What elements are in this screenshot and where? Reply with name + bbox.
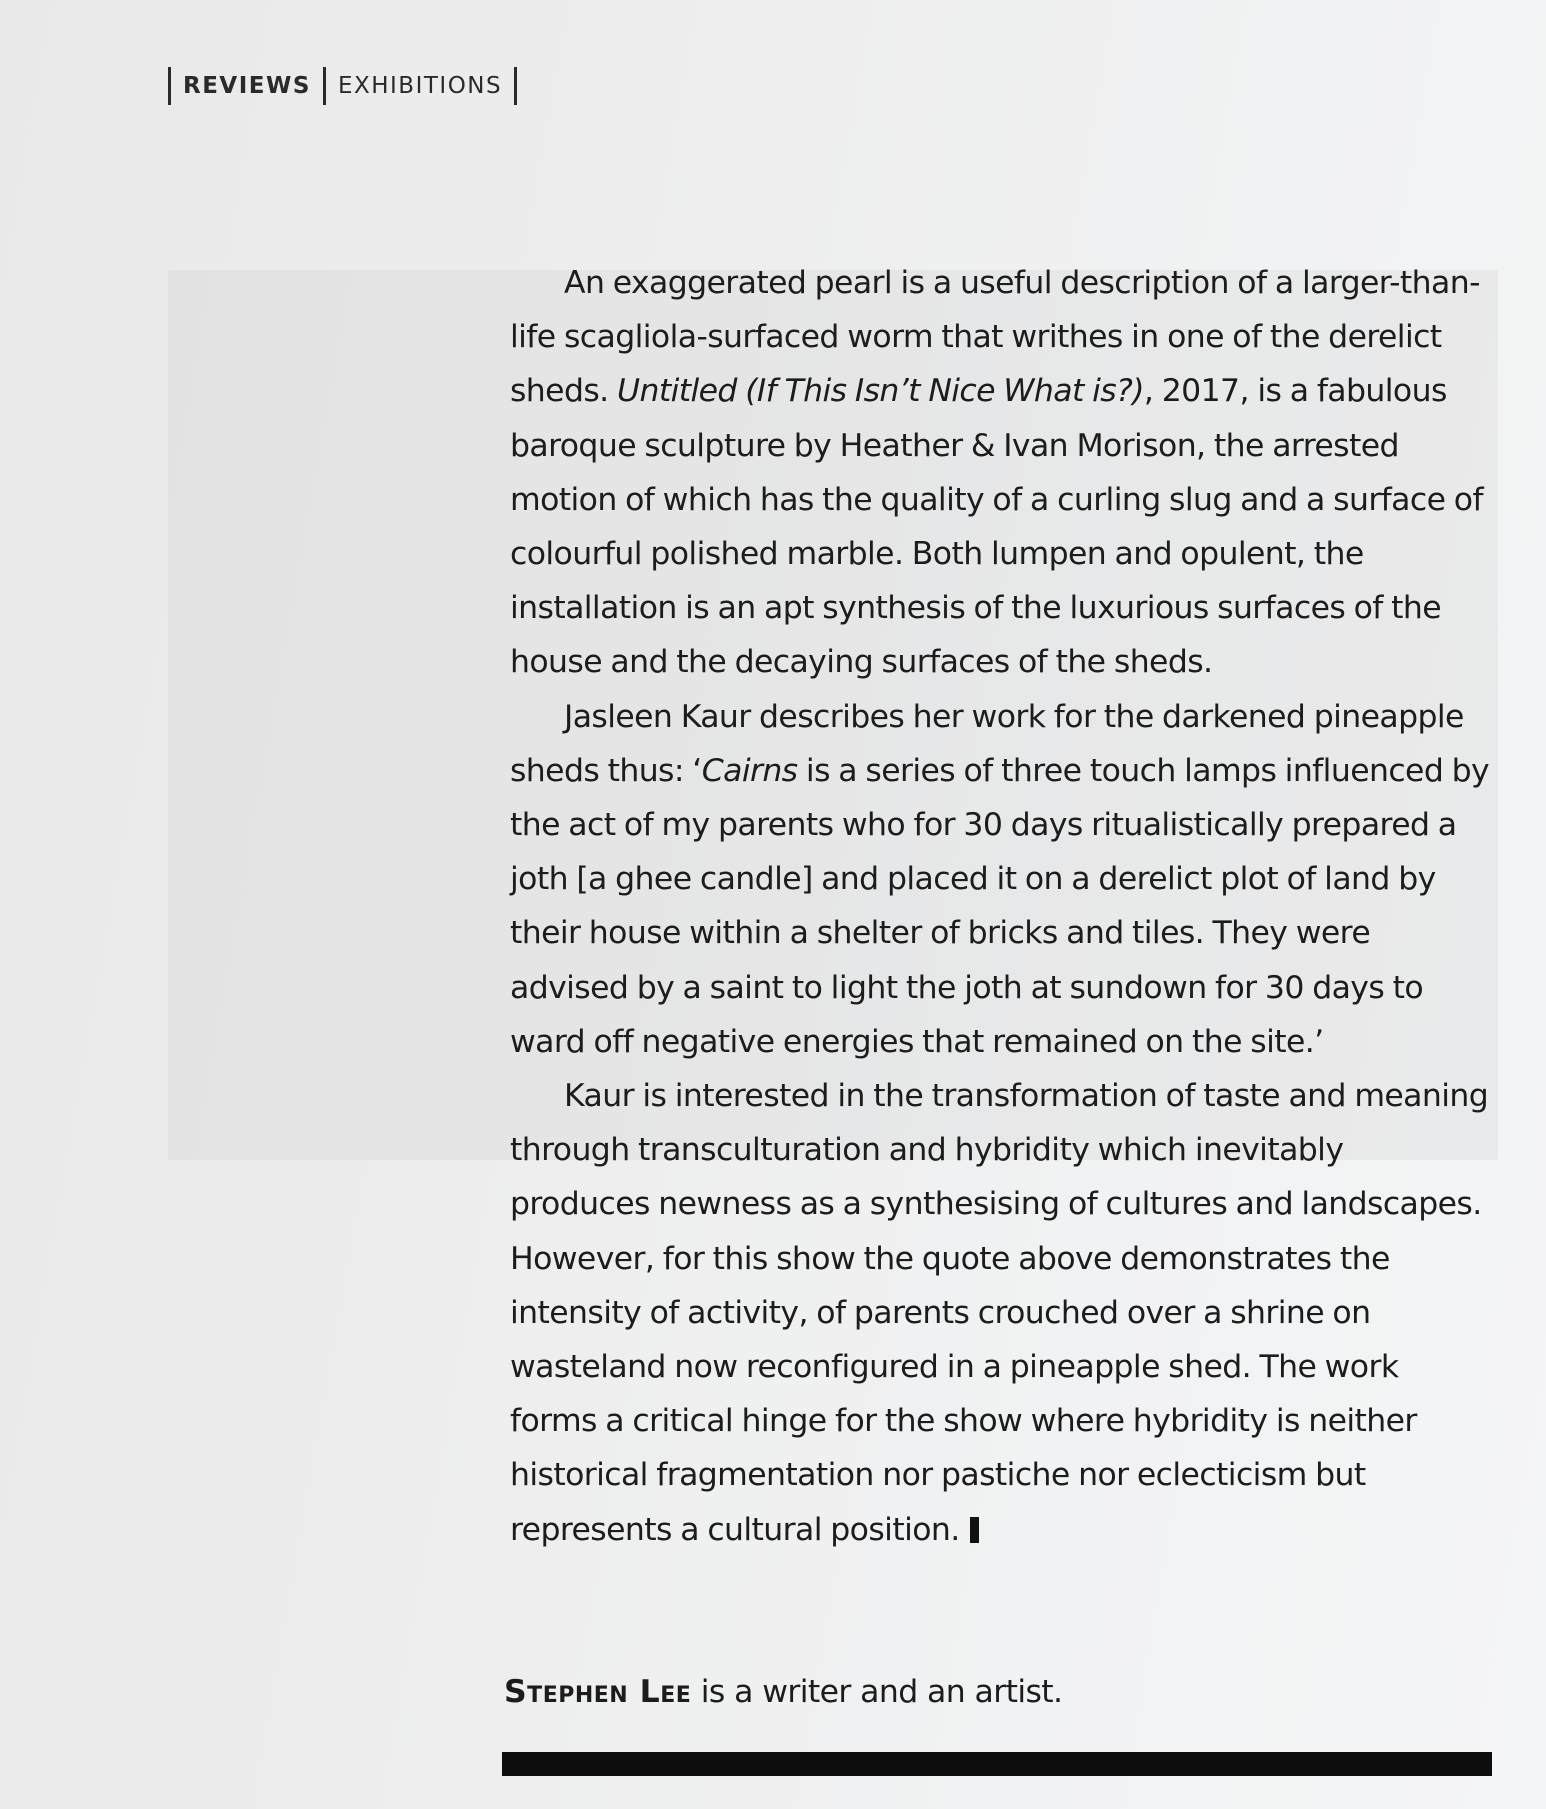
section-header (168, 66, 517, 106)
paragraph-2-text-cont: is a series of three touch lamps influenced by the act of my parents who for 30 days ritualistically prepared a joth [a ghee candle] and placed it on a derelict plot of land by their house within a shelter of bricks and tiles. They were advised by a saint to light the joth at sundown for 30 days to ward off negative energies that remained on the site.’ (510, 752, 1490, 1060)
paragraph-2-text: Jasleen Kaur describes her work for the darkened pineapple sheds thus: ‘ (510, 698, 1464, 789)
paragraph-2 (510, 690, 1490, 1069)
paragraph-3-text: Kaur is interested in the transformation of taste and meaning through transculturation and hybridity which inevitably produces newness as a synthesising of cultures and landscapes. However, for this show the quote above demonstrates the intensity of activity, of parents crouched over a shrine on wasteland now reconfigured in a pineapple shed. The work forms a critical hinge for the show where hybridity is neither historical fragmentation nor pastiche nor eclecticism but represents a cultural position. (510, 1078, 1489, 1548)
end-of-article-mark (970, 1517, 979, 1543)
paragraph-1 (510, 256, 1490, 690)
subsection-label: EXHIBITIONS (337, 73, 503, 99)
author-bio-text: is a writer and an artist. (691, 1674, 1063, 1710)
section-label: REVIEWS (183, 73, 311, 99)
artwork-title: Cairns (701, 752, 798, 789)
author-name: Stephen Lee (504, 1674, 692, 1710)
paragraph-3 (510, 1069, 1490, 1557)
article-body (510, 256, 1490, 1557)
paragraph-1-text-cont: , 2017, is a fabulous baroque sculpture by Heather & Ivan Morison, the arrested motion of which has the quality of a curling slug and a surface of colourful polished marble. Both lumpen and opulent, the installation is an apt synthesis of the luxurious surfaces of the house and the decaying surfaces of the sheds. (510, 373, 1483, 681)
author-bio (504, 1665, 1484, 1719)
header-divider (514, 67, 517, 105)
artwork-title: Untitled (If This Isn’t Nice What is?) (617, 373, 1144, 410)
paragraph-1-text: An exaggerated pearl is a useful description of a larger-than-life scagliola-surfaced worm that writhes in one of the derelict sheds. (510, 265, 1480, 410)
footer-rule (502, 1752, 1492, 1776)
